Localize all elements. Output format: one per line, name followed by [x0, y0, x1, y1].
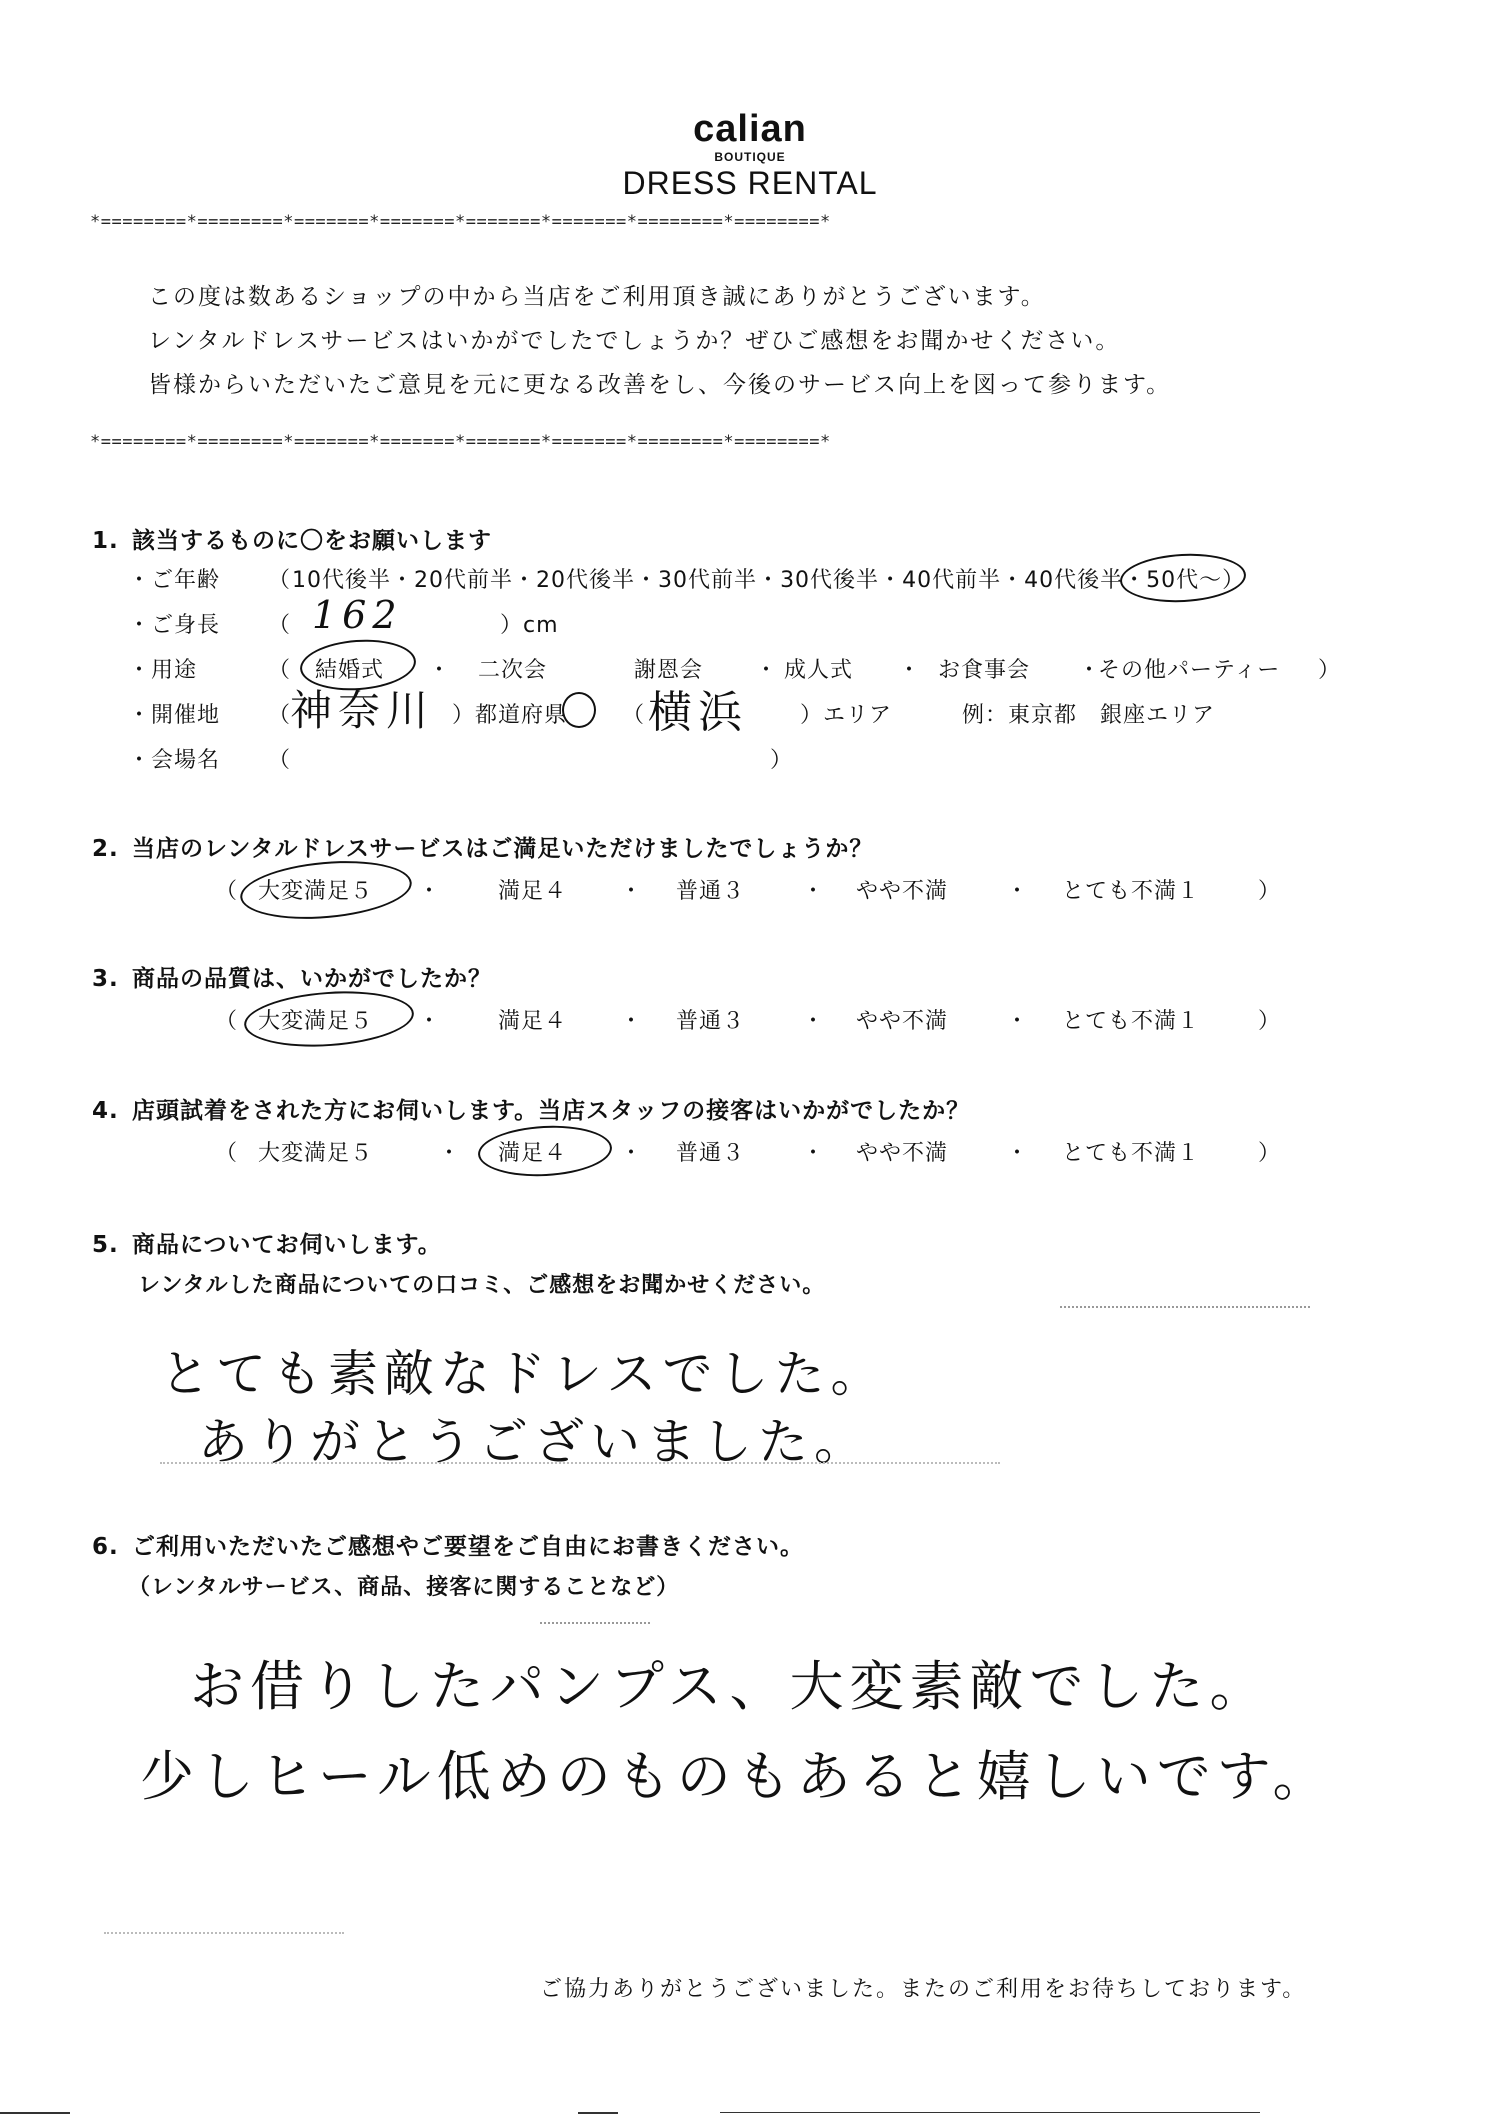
age-open-paren: （ [268, 568, 292, 593]
q2-open-paren: （ [215, 879, 239, 904]
q2-title: 当店のレンタルドレスサービスはご満足いただけましたでしょうか？ [132, 836, 874, 862]
age-option[interactable]: 30代前半 [658, 568, 758, 593]
q5-subtitle: レンタルした商品についての口コミ、ご感想をお聞かせください。 [138, 1273, 826, 1298]
q3-option[interactable]: 満足４ [498, 1009, 568, 1034]
q4-option[interactable]: 普通３ [676, 1141, 746, 1166]
q2-option[interactable]: とても不満１ [1062, 879, 1201, 904]
purpose-option-selected[interactable]: 結婚式 [315, 658, 385, 683]
purpose-close-paren: ） [1318, 658, 1342, 683]
q2-option[interactable]: やや不満 [856, 879, 949, 904]
scan-mark-center [578, 2112, 618, 2114]
q3-option[interactable]: 普通３ [676, 1009, 746, 1034]
purpose-sep: ・ [1078, 658, 1102, 683]
q3-sep: ・ [802, 1009, 826, 1034]
q3-sep: ・ [418, 1009, 442, 1034]
footer-thanks: ご協力ありがとうございました。またのご利用をお待ちしております。 [540, 1977, 1307, 2002]
purpose-open-paren: （ [268, 658, 292, 683]
age-option-selected[interactable]: 40代後半 [1024, 568, 1124, 593]
prefecture-value[interactable]: 神奈川 [290, 686, 435, 735]
q6-heading [92, 1528, 804, 1561]
q2-option[interactable]: 満足４ [498, 879, 568, 904]
purpose-option[interactable]: 謝恩会 [634, 658, 704, 683]
prefecture-ken-circle [562, 692, 596, 728]
age-selection-circle [1119, 551, 1247, 606]
q5-title: 商品についてお伺いします。 [132, 1232, 442, 1258]
age-option[interactable]: 20代前半 [414, 568, 514, 593]
q2-option[interactable]: 普通３ [676, 879, 746, 904]
age-option[interactable]: 50代～ [1146, 568, 1223, 593]
q1-number: 1. [92, 528, 119, 554]
age-sep: ・ [879, 568, 903, 593]
q4-close-paren: ） [1258, 1141, 1282, 1166]
q5-answer-line-2[interactable]: ありがとうございました。 [198, 1413, 870, 1471]
q4-option[interactable]: とても不満１ [1062, 1141, 1201, 1166]
q6-number: 6. [92, 1534, 119, 1560]
intro-line-2: レンタルドレスサービスはいかがでしたでしょうか？ぜひご感想をお聞かせください。 [148, 328, 1121, 354]
purpose-label: ・用途 [128, 658, 198, 683]
age-option[interactable]: 30代後半 [780, 568, 880, 593]
area-open-paren: （ [622, 703, 646, 728]
q5-answer-line-1[interactable]: とても素敵なドレスでした。 [160, 1345, 887, 1403]
q1-title: 該当するものに〇をお願いします [132, 528, 492, 554]
age-sep: ・ [635, 568, 659, 593]
q3-close-paren: ） [1258, 1009, 1282, 1034]
age-option[interactable]: 20代後半 [536, 568, 636, 593]
q3-title: 商品の品質は、いかがでしたか？ [132, 966, 492, 992]
q6-subtitle: （レンタルサービス、商品、接客に関することなど） [128, 1575, 680, 1600]
q4-title: 店頭試着をされた方にお伺いします。当店スタッフの接客はいかがでしたか？ [132, 1098, 971, 1124]
q5-box-bottom [160, 1462, 1000, 1464]
q2-close-paren: ） [1258, 879, 1282, 904]
intro-line-3: 皆様からいただいたご意見を元に更なる改善をし、今後のサービス向上を図って参ります。 [148, 372, 1172, 398]
q5-heading [92, 1226, 442, 1259]
purpose-sep: ・ [428, 658, 452, 683]
age-label: ・ご年齢 [128, 568, 221, 593]
q2-option-selected[interactable]: 大変満足５ [258, 879, 374, 904]
q6-answer-line-1[interactable]: お借りしたパンプス、大変素敵でした。 [190, 1655, 1270, 1718]
q3-heading [92, 960, 492, 993]
q4-option[interactable]: やや不満 [856, 1141, 949, 1166]
q4-sep: ・ [438, 1141, 462, 1166]
age-close-paren: ） [1222, 568, 1246, 593]
area-suffix: ）エリア [800, 703, 893, 728]
q3-sep: ・ [1006, 1009, 1030, 1034]
intro-line-1: この度は数あるショップの中から当店をご利用頂き誠にありがとうございます。 [148, 284, 1046, 310]
prefecture-suffix: ）都道府県 [452, 703, 568, 728]
q6-box-bottom [104, 1932, 344, 1934]
age-option[interactable]: 40代前半 [902, 568, 1002, 593]
age-option[interactable]: 10代後半 [292, 568, 391, 593]
q4-sep: ・ [620, 1141, 644, 1166]
q3-option[interactable]: やや不満 [856, 1009, 949, 1034]
divider-bottom: *========*========*=======*=======*=======*=======*========*========* [90, 432, 831, 452]
q6-box-top [540, 1622, 650, 1624]
q5-box-edge [1060, 1306, 1310, 1308]
q5-number: 5. [92, 1232, 119, 1258]
q4-sep: ・ [1006, 1141, 1030, 1166]
q4-option[interactable]: 大変満足５ [258, 1141, 374, 1166]
purpose-option[interactable]: 成人式 [784, 658, 854, 683]
q6-title: ご利用いただいたご感想やご要望をご自由にお書きください。 [132, 1534, 804, 1560]
q2-sep: ・ [620, 879, 644, 904]
q3-number: 3. [92, 966, 119, 992]
q2-sep: ・ [1006, 879, 1030, 904]
q3-option-selected[interactable]: 大変満足５ [258, 1009, 374, 1034]
q4-selection-circle [477, 1123, 613, 1180]
q2-selection-circle [238, 855, 414, 926]
q2-number: 2. [92, 836, 119, 862]
hall-close-paren: ） [770, 748, 794, 773]
hall-open-paren: （ [268, 748, 292, 773]
venue-example: 例：東京都 銀座エリア [962, 703, 1216, 728]
q3-open-paren: （ [215, 1009, 239, 1034]
age-sep: ・ [1001, 568, 1025, 593]
height-value[interactable]: 162 [312, 593, 403, 637]
scan-mark-left [0, 2112, 70, 2114]
purpose-option[interactable]: 二次会 [478, 658, 548, 683]
purpose-sep: ・ [755, 658, 779, 683]
age-options [292, 563, 1245, 594]
age-sep: ・ [1123, 568, 1147, 593]
brand-logo: calian [693, 108, 807, 150]
form-title: DRESS RENTAL [622, 165, 878, 201]
purpose-sep: ・ [898, 658, 922, 683]
hall-label: ・会場名 [128, 748, 221, 773]
q4-number: 4. [92, 1098, 119, 1124]
q2-sep: ・ [418, 879, 442, 904]
q4-heading [92, 1092, 970, 1125]
age-sep: ・ [513, 568, 537, 593]
q3-option[interactable]: とても不満１ [1062, 1009, 1201, 1034]
q4-sep: ・ [802, 1141, 826, 1166]
q4-option-selected[interactable]: 満足４ [498, 1141, 568, 1166]
q6-answer-line-2[interactable]: 少しヒール低めのものもあると嬉しいです。 [140, 1745, 1333, 1808]
venue-open-paren: （ [268, 703, 292, 728]
q2-sep: ・ [802, 879, 826, 904]
height-label: ・ご身長 [128, 613, 221, 638]
purpose-option[interactable]: その他パーティー [1098, 658, 1281, 683]
q1-heading [92, 522, 492, 555]
age-sep: ・ [391, 568, 415, 593]
q2-heading [92, 830, 873, 863]
q3-sep: ・ [620, 1009, 644, 1034]
q3-selection-circle [242, 986, 415, 1052]
scan-mark-right [720, 2112, 1260, 2113]
q4-open-paren: （ [215, 1141, 239, 1166]
purpose-option[interactable]: お食事会 [938, 658, 1031, 683]
height-open-paren: （ [268, 613, 292, 638]
brand-subtitle: BOUTIQUE [714, 150, 786, 164]
divider-top: *========*========*=======*=======*=======*=======*========*========* [90, 212, 831, 232]
venue-label: ・開催地 [128, 703, 221, 728]
area-value[interactable]: 横浜 [648, 687, 748, 738]
age-sep: ・ [757, 568, 781, 593]
height-unit: ）cm [500, 613, 559, 638]
